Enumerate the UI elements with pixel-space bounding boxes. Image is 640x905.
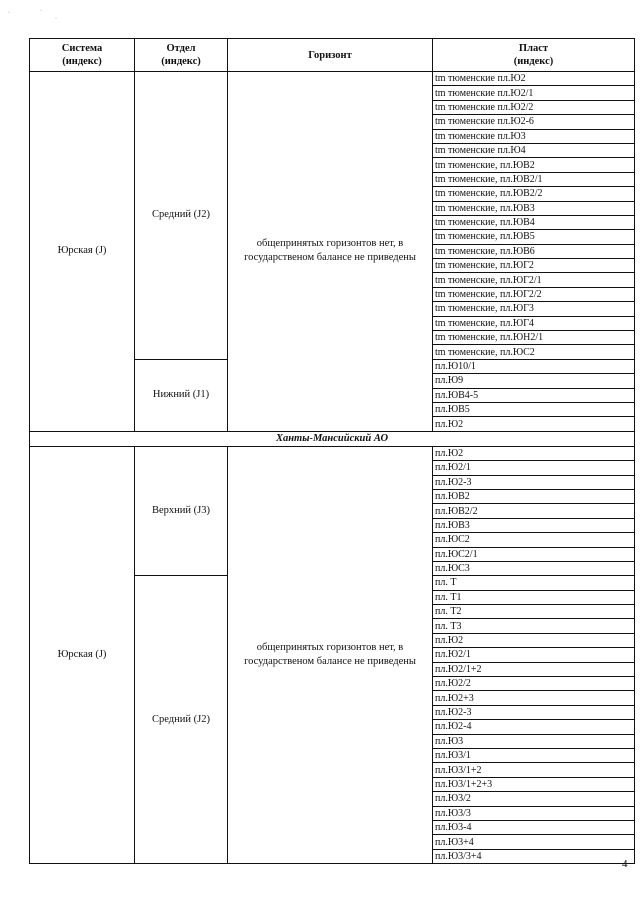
layer-cell: tm тюменские пл.Ю2-6 — [433, 115, 635, 129]
section-title: Ханты-Мансийский АО — [30, 431, 635, 446]
layer-cell: пл.ЮВ2/2 — [433, 504, 635, 518]
layer-cell: tm тюменские, пл.ЮГ2 — [433, 259, 635, 273]
layer-cell: пл.Ю2-4 — [433, 720, 635, 734]
layer-cell: пл. Т — [433, 576, 635, 590]
department-cell: Средний (J2) — [135, 576, 228, 864]
layer-cell: tm тюменские пл.Ю4 — [433, 143, 635, 157]
layer-cell: tm тюменские, пл.ЮС2 — [433, 345, 635, 359]
layer-cell: tm тюменские, пл.ЮВ6 — [433, 244, 635, 258]
header-row — [30, 39, 635, 72]
header-system: Система (индекс) — [30, 39, 135, 72]
system-cell: Юрская (J) — [30, 446, 135, 863]
layer-cell: пл.Ю3/3 — [433, 806, 635, 820]
layer-cell: tm тюменские, пл.ЮВ3 — [433, 201, 635, 215]
layer-cell: пл.Ю3+4 — [433, 835, 635, 849]
table-row — [30, 446, 635, 460]
layer-cell: tm тюменские, пл.ЮН2/1 — [433, 331, 635, 345]
layer-cell: пл.ЮВ3 — [433, 518, 635, 532]
scan-speck: · — [55, 16, 57, 22]
reserves-table — [29, 38, 635, 864]
layer-cell: пл.Ю3/3+4 — [433, 849, 635, 863]
layer-cell: пл. Т1 — [433, 590, 635, 604]
layer-cell: пл.Ю2 — [433, 417, 635, 431]
layer-cell: пл.Ю2/1+2 — [433, 662, 635, 676]
section-title-row — [30, 431, 635, 446]
layer-cell: пл.Ю3/1+2+3 — [433, 777, 635, 791]
layer-cell: пл.Ю2/1 — [433, 648, 635, 662]
layer-cell: пл.Ю2+3 — [433, 691, 635, 705]
layer-cell: tm тюменские, пл.ЮГ3 — [433, 302, 635, 316]
layer-cell: пл. Т2 — [433, 605, 635, 619]
layer-cell: пл.Ю2 — [433, 446, 635, 460]
layer-cell: пл.Ю2 — [433, 633, 635, 647]
layer-cell: пл.Ю2/1 — [433, 461, 635, 475]
header-horizon: Горизонт — [228, 39, 433, 72]
layer-cell: пл.Ю3/2 — [433, 792, 635, 806]
layer-cell: пл.Ю2-3 — [433, 705, 635, 719]
layer-cell: пл.ЮВ5 — [433, 402, 635, 416]
layer-cell: пл.Ю3-4 — [433, 820, 635, 834]
header-dept: Отдел (индекс) — [135, 39, 228, 72]
layer-cell: пл.ЮВ4-5 — [433, 388, 635, 402]
layer-cell: пл.Ю9 — [433, 374, 635, 388]
layer-cell: пл. Т3 — [433, 619, 635, 633]
layer-cell: tm тюменские пл.Ю2/2 — [433, 100, 635, 114]
layer-cell: tm тюменские, пл.ЮГ2/1 — [433, 273, 635, 287]
layer-cell: tm тюменские, пл.ЮГ2/2 — [433, 287, 635, 301]
layer-cell: tm тюменские, пл.ЮВ5 — [433, 230, 635, 244]
table-body — [30, 39, 635, 864]
layer-cell: tm тюменские, пл.ЮВ2 — [433, 158, 635, 172]
system-cell: Юрская (J) — [30, 72, 135, 432]
layer-cell: пл.ЮС2/1 — [433, 547, 635, 561]
layer-cell: tm тюменские пл.Ю2/1 — [433, 86, 635, 100]
layer-cell: tm тюменские, пл.ЮВ2/2 — [433, 187, 635, 201]
layer-cell: tm тюменские, пл.ЮВ2/1 — [433, 172, 635, 186]
layer-cell: tm тюменские, пл.ЮГ4 — [433, 316, 635, 330]
layer-cell: пл.ЮС2 — [433, 533, 635, 547]
department-cell: Средний (J2) — [135, 72, 228, 360]
header-layer: Пласт (индекс) — [433, 39, 635, 72]
page-number: 4 — [622, 858, 628, 870]
horizon-cell: общепринятых горизонтов нет, в государственом балансе не приведены — [228, 72, 433, 432]
layer-cell: пл.Ю3 — [433, 734, 635, 748]
layer-cell: tm тюменские пл.Ю3 — [433, 129, 635, 143]
table-row — [30, 72, 635, 86]
department-cell: Нижний (J1) — [135, 359, 228, 431]
layer-cell: пл.ЮВ2 — [433, 489, 635, 503]
horizon-cell: общепринятых горизонтов нет, в государственом балансе не приведены — [228, 446, 433, 863]
scan-speck: · — [8, 10, 10, 16]
layer-cell: пл.Ю2-3 — [433, 475, 635, 489]
layer-cell: tm тюменские пл.Ю2 — [433, 72, 635, 86]
layer-cell: пл.ЮС3 — [433, 561, 635, 575]
layer-cell: пл.Ю3/1+2 — [433, 763, 635, 777]
layer-cell: пл.Ю10/1 — [433, 359, 635, 373]
scan-speck: · — [40, 8, 42, 14]
layer-cell: пл.Ю3/1 — [433, 748, 635, 762]
layer-cell: пл.Ю2/2 — [433, 677, 635, 691]
layer-cell: tm тюменские, пл.ЮВ4 — [433, 215, 635, 229]
department-cell: Верхний (J3) — [135, 446, 228, 576]
